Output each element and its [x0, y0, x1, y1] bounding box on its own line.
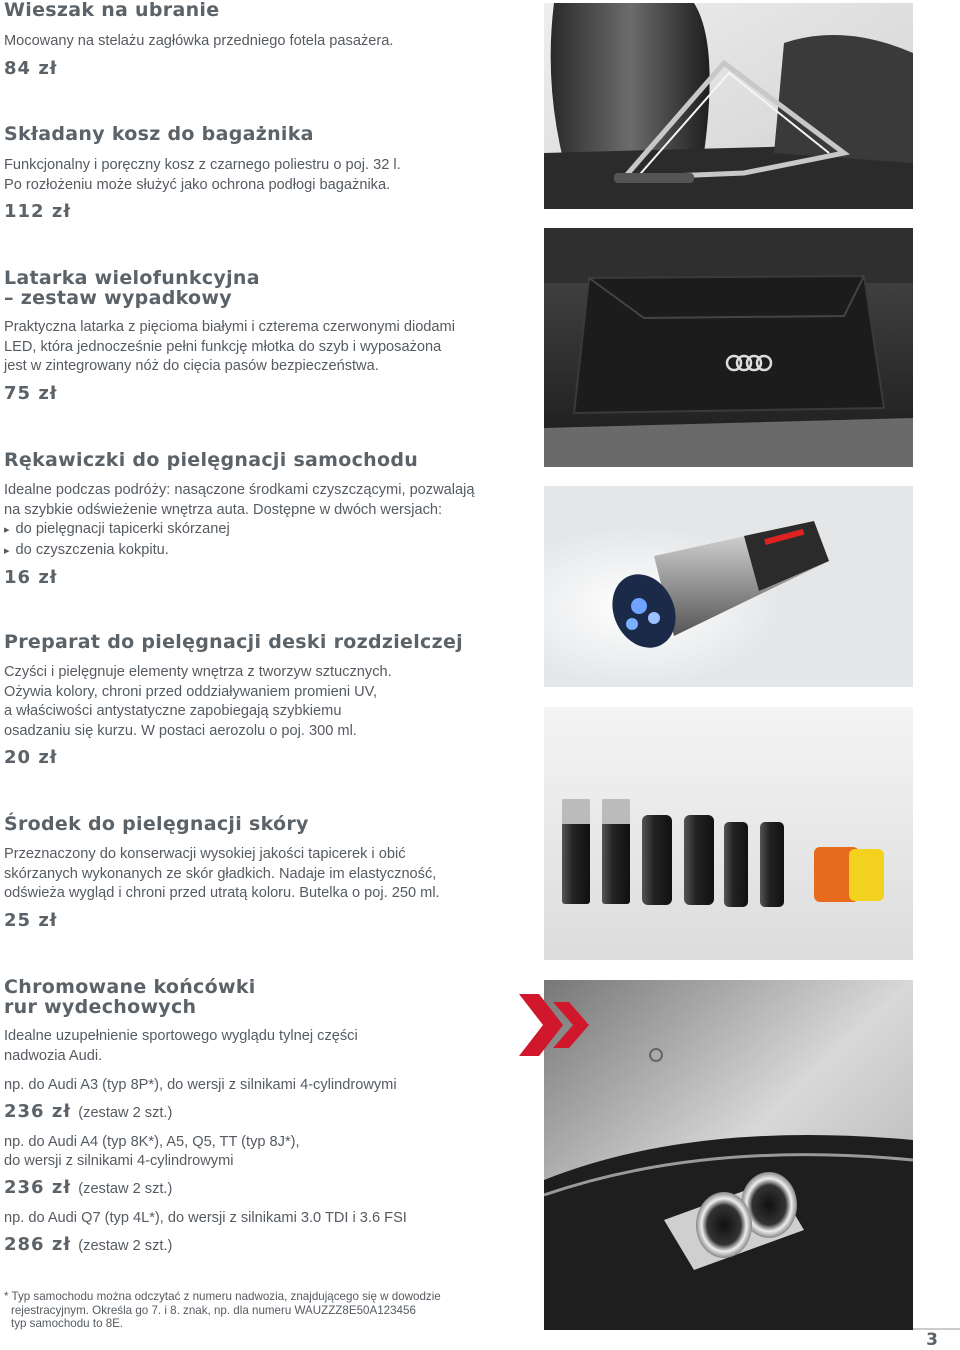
product-price: 16 zł [4, 567, 58, 589]
product-price: 84 zł [4, 57, 58, 79]
variant-price: 236 zł [4, 1100, 71, 1122]
product-price: 75 zł [4, 382, 58, 404]
product-description-line: LED, która jednocześnie pełni funkcję młotka do szyb i wyposażona [4, 338, 442, 355]
product-title-line: rur wydechowych [4, 996, 197, 1018]
product-description: Mocowany na stelażu zagłówka przedniego fotela pasażera. [4, 33, 394, 49]
product-title: Środek do pielęgnacji skóry [4, 813, 309, 835]
variant-note: (zestaw 2 szt.) [78, 1237, 173, 1254]
product-description-line: Przeznaczony do konserwacji wysokiej jakości tapicerek i obić [4, 846, 406, 862]
product-description-line: jest w zintegrowany nóż do cięcia pasów bezpieczeństwa. [4, 358, 379, 375]
footnote-line: typ samochodu to 8E. [11, 1317, 124, 1330]
product-price: 20 zł [4, 747, 58, 769]
trunk-basket-photo [544, 228, 913, 467]
footnote [4, 1290, 484, 1331]
product-exhaust-tips [4, 977, 524, 1257]
product-dashboard-care [4, 632, 524, 769]
product-description-line: osadzaniu się kurzu. W postaci aerozolu o poj. 300 ml. [4, 722, 357, 739]
product-title: Wieszak na ubranie [4, 0, 220, 21]
variant-list [4, 520, 524, 561]
product-description-line: Ożywia kolory, chroni przed oddziaływaniem promieni UV, [4, 683, 378, 700]
footnote-line: * Typ samochodu można odczytać z numeru nadwozia, znajdującego się w dowodzie [4, 1290, 441, 1303]
variant-price-row [4, 1101, 524, 1124]
product-description-line: nadwozia Audi. [4, 1047, 103, 1064]
care-products-photo [544, 707, 913, 960]
variant-note: (zestaw 2 szt.) [78, 1104, 173, 1121]
variant-price: 236 zł [4, 1176, 71, 1198]
product-coat-hanger [4, 0, 524, 80]
product-title: Składany kosz do bagażnika [4, 123, 314, 145]
product-description-line: Funkcjonalny i poręczny kosz z czarnego poliestru o poj. 32 l. [4, 157, 401, 173]
product-description-line: Praktyczna latarka z pięcioma białymi i czterema czerwonymi diodami [4, 319, 455, 335]
product-leather-care [4, 814, 524, 932]
variant-price-row [4, 1234, 524, 1257]
product-title: Rękawiczki do pielęgnacji samochodu [4, 449, 419, 471]
variant-item: ▸ do pielęgnacji tapicerki skórzanej [4, 520, 524, 541]
product-description-line: odświeża wygląd i chroni przed utratą koloru. Butelka o poj. 250 ml. [4, 885, 440, 902]
product-title-line: Latarka wielofunkcyjna [4, 267, 260, 289]
product-price: 25 zł [4, 909, 58, 931]
product-description-line: a właściwości antystatyczne zapobiegają szybkiemu [4, 703, 342, 720]
variant-price: 286 zł [4, 1233, 71, 1255]
variant-note: (zestaw 2 szt.) [78, 1180, 173, 1197]
variant-price-row [4, 1177, 524, 1200]
product-flashlight [4, 268, 524, 405]
product-description-line: Czyści i pielęgnuje elementy wnętrza z tworzyw sztucznych. [4, 664, 392, 680]
product-title-line: – zestaw wypadkowy [4, 287, 232, 309]
product-title: Preparat do pielęgnacji deski rozdzielczej [4, 631, 463, 653]
product-trunk-basket [4, 124, 524, 223]
product-description-line: Idealne podczas podróży: nasączone środkami czyszczącymi, pozwalają [4, 482, 475, 498]
product-description-line: Idealne uzupełnienie sportowego wyglądu tylnej części [4, 1028, 358, 1044]
product-description-line: na szybkie odświeżenie wnętrza auta. Dostępne w dwóch wersjach: [4, 501, 443, 518]
product-description-line: skórzanych wykonanych ze skór gładkich. Nadaje im elastyczność, [4, 865, 437, 882]
flashlight-photo [544, 486, 913, 687]
variant-line: np. do Audi A4 (typ 8K*), A5, Q5, TT (typ 8J*), [4, 1133, 300, 1150]
coat-hanger-photo [544, 3, 913, 209]
product-description-line: Po rozłożeniu może służyć jako ochrona podłogi bagażnika. [4, 176, 391, 193]
product-gloves [4, 450, 524, 589]
variant-line: np. do Audi Q7 (typ 4L*), do wersji z silnikami 3.0 TDI i 3.6 FSI [4, 1209, 407, 1226]
footnote-line: rejestracyjnym. Określa go 7. i 8. znak, np. dla numeru WAUZZZ8E50A123456 [11, 1303, 416, 1317]
product-price: 112 zł [4, 201, 71, 223]
page-number: 3 [926, 1330, 938, 1350]
variant-item: ▸ do czyszczenia kokpitu. [4, 541, 524, 562]
variant-line: do wersji z silnikami 4-cylindrowymi [4, 1153, 234, 1170]
red-chevron-icon [517, 992, 601, 1058]
variant-line: np. do Audi A3 (typ 8P*), do wersji z silnikami 4-cylindrowymi [4, 1077, 397, 1094]
product-title-line: Chromowane końcówki [4, 976, 256, 998]
